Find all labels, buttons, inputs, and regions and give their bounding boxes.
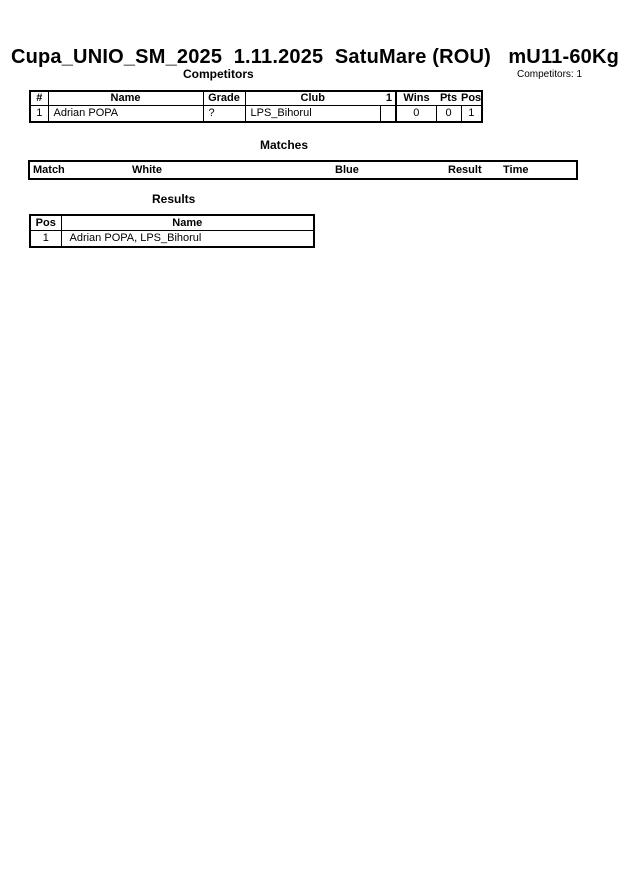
results-heading: Results xyxy=(152,192,196,206)
competitor-pts: 0 xyxy=(436,105,461,122)
matches-column-result: Result xyxy=(448,164,482,176)
competitors-count-label: Competitors: 1 xyxy=(517,69,583,80)
competitor-row xyxy=(30,105,482,122)
matches-column-blue: Blue xyxy=(335,164,359,176)
competitor-wins: 0 xyxy=(396,105,436,122)
matches-heading: Matches xyxy=(260,138,309,152)
result-pos: 1 xyxy=(30,230,61,247)
result-row xyxy=(30,230,314,247)
column-header-pos: Pos xyxy=(461,92,482,105)
competitors-header-row xyxy=(30,91,482,105)
competitor-pos: 1 xyxy=(468,107,475,120)
column-header-num: # xyxy=(30,91,48,105)
results-column-pos: Pos xyxy=(30,215,61,230)
column-header-name: Name xyxy=(48,91,203,105)
result-name: Adrian POPA, LPS_Bihorul xyxy=(69,232,202,245)
column-header-grade: Grade xyxy=(203,91,245,105)
column-header-match1: 1 xyxy=(380,91,396,105)
competitor-grade: ? xyxy=(203,105,245,122)
competitor-club: LPS_Bihorul xyxy=(245,105,380,122)
competitor-match1-cell xyxy=(380,105,396,122)
competitors-table xyxy=(29,90,483,123)
page-title: Cupa_UNIO_SM_2025 1.11.2025 SatuMare (ROU) mU11-60Kg xyxy=(10,46,620,68)
results-column-name: Name xyxy=(61,215,314,230)
competitor-name: Adrian POPA xyxy=(48,105,203,122)
matches-column-time: Time xyxy=(503,164,529,176)
column-header-pts: Pts xyxy=(436,91,461,105)
matches-column-white: White xyxy=(132,164,162,176)
competitor-num: 1 xyxy=(30,105,48,122)
column-header-wins: Wins xyxy=(396,91,436,105)
matches-table xyxy=(28,160,578,180)
results-header-row xyxy=(30,215,314,230)
matches-column-match: Match xyxy=(33,164,65,176)
results-table xyxy=(29,214,315,248)
column-header-club: Club xyxy=(245,91,380,105)
competitors-heading: Competitors xyxy=(183,67,254,81)
